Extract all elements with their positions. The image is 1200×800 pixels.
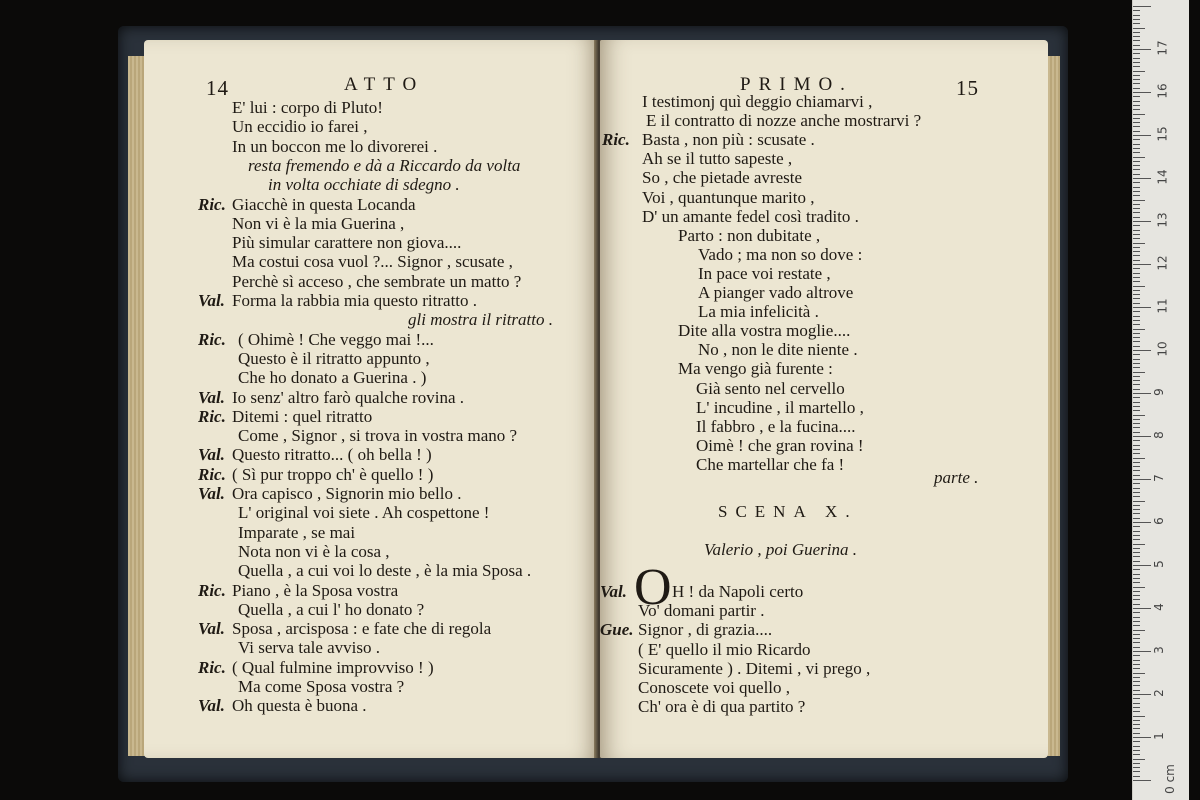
ruler-tick [1133,6,1151,7]
ruler-tick [1133,376,1140,377]
ruler-tick [1133,260,1140,261]
ruler-tick [1133,135,1151,136]
ruler-tick [1133,535,1140,536]
ruler-tick [1133,329,1145,330]
ruler-tick [1133,268,1140,269]
ruler-tick [1133,741,1140,742]
speaker-label: Val. [198,445,225,465]
ruler-tick [1133,595,1140,596]
speaker-label: Gue. [600,620,634,640]
speaker-label: Ric. [198,194,226,214]
text-line: Vado ; ma non so dove : [698,244,863,264]
ruler-tick [1133,208,1140,209]
ruler-tick [1133,432,1140,433]
speaker-label: Ric. [198,406,226,426]
text-line: Nota non vi è la cosa , [238,541,390,561]
speaker-label: Val. [198,387,225,407]
speaker-label: Ric. [198,580,226,600]
ruler-label: 1 [1151,732,1166,740]
ruler-tick [1133,182,1140,183]
scene-heading: SCENA X. [718,502,858,521]
ruler-tick [1133,483,1140,484]
ruler-tick [1133,552,1140,553]
text-line: A pianger vado altrove [698,283,854,302]
ruler-tick [1133,427,1140,428]
ruler-tick [1133,771,1140,772]
speaker-label: Ric. [602,130,630,150]
ruler-tick [1133,625,1140,626]
ruler-tick [1133,694,1151,695]
left-page [144,40,598,758]
scene-cast: Valerio , poi Guerina . [704,540,857,559]
text-line: Già sento nel cervello [696,378,845,398]
ruler-tick [1133,114,1145,115]
ruler-tick [1133,449,1140,450]
ruler-tick [1133,230,1140,231]
text-line: Quella , a cui l' ho donato ? [238,599,425,619]
text-line: Imparate , se mai [238,522,356,542]
text-line: Quella , a cui voi lo deste , è la mia Sposa . [238,561,532,581]
text-line: Sicuramente ) . Ditemi , vi prego , [638,658,871,678]
ruler-tick [1133,728,1140,729]
speaker-label: Ric. [198,329,226,349]
ruler-tick [1133,363,1140,364]
ruler-tick [1133,139,1140,140]
ruler-tick [1133,681,1140,682]
ruler-tick [1133,324,1140,325]
text-line: Perchè sì acceso , che sembrate un matto ? [232,271,522,291]
text-line: ( Sì pur troppo ch' è quello ! ) [232,464,434,484]
ruler-tick [1133,83,1140,84]
text-line: Ma costui cosa vuol ?... Signor , scusate , [232,252,513,272]
ruler-tick [1133,406,1140,407]
text-line: So , che pietade avreste [642,168,803,188]
ruler-tick [1133,311,1140,312]
ruler-tick [1133,384,1140,385]
ruler-tick [1133,548,1140,549]
ruler-tick [1133,397,1140,398]
ruler-tick [1133,243,1145,244]
ruler-label: 17 [1155,40,1170,56]
text-line: Ma vengo già furente : [678,359,833,379]
ruler-tick [1133,582,1140,583]
ruler-tick [1133,531,1140,532]
text-line: Giacchè in questa Locanda [232,194,416,214]
ruler-tick [1133,518,1140,519]
ruler-tick [1133,746,1140,747]
text-line: Vo' domani partir . [638,601,765,621]
ruler-tick [1133,587,1145,588]
ruler-tick [1133,565,1151,566]
ruler-tick [1133,367,1140,368]
text-line: Ditemi : quel ritratto [232,406,373,426]
ruler-tick [1133,733,1140,734]
ruler-tick [1133,544,1145,545]
ruler-tick [1133,419,1140,420]
ruler-tick [1133,501,1145,502]
text-line: I testimonj quì deggio chiamarvi , [642,92,873,111]
ruler-tick [1133,88,1140,89]
ruler-tick [1133,479,1151,480]
ruler-tick [1133,690,1140,691]
ruler-tick [1133,221,1151,222]
ruler-tick [1133,204,1140,205]
ruler-tick [1133,630,1145,631]
ruler-tick [1133,359,1140,360]
ruler-tick [1133,698,1140,699]
ruler-tick [1133,767,1140,768]
ruler-tick [1133,488,1140,489]
ruler-tick [1133,462,1140,463]
ruler-tick [1133,169,1140,170]
ruler-tick [1133,28,1145,29]
ruler-tick [1133,40,1140,41]
text-line: Parto : non dubitate , [678,225,821,245]
ruler-tick [1133,303,1140,304]
speaker-label: Ric. [198,464,226,484]
ruler-tick [1133,294,1140,295]
ruler-tick [1133,217,1140,218]
text-line: L' original voi siete . Ah cospettone ! [238,503,490,523]
text-line: ( E' quello il mio Ricardo [638,639,811,659]
ruler-label: 12 [1155,255,1170,271]
ruler-tick [1133,513,1140,514]
drop-cap: O [634,559,672,616]
ruler-label: 5 [1151,560,1166,568]
text-line: Basta , non più : scusate . [642,130,815,150]
text-line: Ch' ora è di qua partito ? [638,697,806,717]
text-line: gli mostra il ritratto . [408,310,553,330]
ruler-tick [1133,505,1140,506]
ruler-tick [1133,195,1140,196]
ruler-tick [1133,569,1140,570]
ruler-tick [1133,144,1140,145]
ruler-tick [1133,23,1140,24]
text-line: Io senz' altro farò qualche rovina . [232,387,464,407]
ruler-tick [1133,604,1140,605]
ruler-tick [1133,200,1145,201]
ruler-tick [1133,402,1140,403]
ruler-tick [1133,234,1140,235]
text-line: in volta occhiate di sdegno . [268,175,460,195]
text-line: No , non le dite niente . [698,340,858,360]
ruler-tick [1133,298,1140,299]
ruler-label: 6 [1151,517,1166,525]
text-line: Dite alla vostra moglie.... [678,321,851,341]
ruler-tick [1133,410,1140,411]
ruler-tick [1133,776,1140,777]
ruler-tick [1133,526,1140,527]
ruler-tick [1133,677,1140,678]
text-line: Sposa , arcisposa : e fate che di regola [232,619,492,639]
ruler-tick [1133,724,1140,725]
left-running-head: ATTO [344,74,425,95]
ruler-tick [1133,105,1140,106]
ruler-label: 0 cm [1162,764,1177,794]
ruler-tick [1133,716,1145,717]
ruler-tick [1133,509,1140,510]
exit-stage-direction: parte . [934,468,979,487]
speaker-label: Val. [198,619,225,639]
text-line: Ma come Sposa vostra ? [238,677,405,696]
text-line: Voi , quantunque marito , [642,187,815,207]
text-line: Non vi è la mia Guerina , [232,213,405,233]
ruler-tick [1133,763,1140,764]
ruler-label: 14 [1155,169,1170,185]
ruler-tick [1133,556,1140,557]
text-line: Che ho donato a Guerina . ) [238,368,427,388]
ruler-tick [1133,759,1145,760]
ruler-tick [1133,109,1140,110]
ruler-tick [1133,62,1140,63]
ruler-tick [1133,651,1151,652]
ruler-tick [1133,53,1140,54]
ruler-tick [1133,561,1140,562]
ruler-tick [1133,673,1145,674]
ruler-tick [1133,685,1140,686]
ruler-tick [1133,58,1140,59]
text-line: Forma la rabbia mia questo ritratto . [232,291,478,310]
ruler-tick [1133,642,1140,643]
ruler-tick [1133,707,1140,708]
ruler-label: 2 [1151,689,1166,697]
ruler-tick [1133,19,1140,20]
ruler-tick [1133,608,1151,609]
ruler-label: 9 [1151,388,1166,396]
text-line: Vi serva tale avviso . [238,638,381,658]
ruler-tick [1133,393,1151,394]
text-line: ( Ohimè ! Che veggo mai !... [238,329,434,349]
ruler-tick [1133,66,1140,67]
ruler-tick [1133,599,1140,600]
ruler-tick [1133,96,1140,97]
ruler-tick [1133,281,1140,282]
ruler-tick [1133,45,1140,46]
speaker-label: Ric. [198,657,226,677]
text-line: Signor , di grazia.... [638,620,773,640]
left-page-number: 14 [206,76,229,100]
ruler-tick [1133,225,1140,226]
text-line: E' lui : corpo di Pluto! [232,98,383,117]
ruler-tick [1133,574,1140,575]
ruler-tick [1133,101,1140,102]
ruler-tick [1133,638,1140,639]
text-line: ( Qual fulmine improvviso ! ) [232,657,434,677]
ruler-label: 11 [1155,298,1170,314]
ruler-tick [1133,720,1140,721]
ruler-tick [1133,350,1151,351]
text-line: Che martellar che fa ! [696,454,845,474]
ruler-tick [1133,458,1145,459]
ruler-tick [1133,703,1140,704]
text-line: Ora capisco , Signorin mio bello . [232,484,462,503]
ruler-tick [1133,333,1140,334]
ruler-tick [1133,238,1140,239]
ruler-tick [1133,247,1140,248]
ruler-tick [1133,737,1151,738]
text-line: E il contratto di nozze anche mostrarvi ? [646,111,922,131]
ruler-tick [1133,320,1140,321]
ruler-tick [1133,660,1140,661]
ruler-tick [1133,126,1140,127]
ruler-tick [1133,337,1140,338]
text-line: Più simular carattere non giova.... [232,233,462,253]
ruler-tick [1133,341,1140,342]
ruler-tick [1133,15,1140,16]
ruler-tick [1133,617,1140,618]
text-line: Questo ritratto... ( oh bella ! ) [232,445,432,465]
ruler-label: 4 [1151,603,1166,611]
ruler-tick [1133,445,1140,446]
ruler-tick [1133,664,1140,665]
ruler-tick [1133,255,1140,256]
text-line: Piano , è la Sposa vostra [232,580,399,600]
ruler-tick [1133,754,1140,755]
ruler-tick [1133,634,1140,635]
text-line: Questo è il ritratto appunto , [238,348,430,368]
ruler-tick [1133,496,1140,497]
text-line: Oh questa è buona . [232,696,367,716]
ruler-tick [1133,492,1140,493]
ruler-tick [1133,780,1151,781]
ruler-tick [1133,32,1140,33]
ruler-tick [1133,522,1151,523]
ruler-tick [1133,668,1140,669]
ruler-label: 10 [1155,341,1170,357]
ruler-label: 8 [1151,431,1166,439]
ruler-tick [1133,191,1140,192]
ruler-tick [1133,612,1140,613]
ruler-tick [1133,578,1140,579]
ruler-tick [1133,440,1140,441]
speaker-label: Val. [198,696,225,716]
ruler-tick [1133,118,1140,119]
text-line: resta fremendo e dà a Riccardo da volta [248,155,521,175]
text-line: Un eccidio io farei , [232,117,368,137]
text-line: La mia infelicità . [698,302,819,322]
ruler-tick [1133,273,1140,274]
ruler-tick [1133,415,1145,416]
ruler-tick [1133,711,1140,712]
ruler-label: 15 [1155,126,1170,142]
ruler-tick [1133,354,1140,355]
ruler-tick [1133,423,1140,424]
text-line: Il fabbro , e la fucina.... [696,416,856,436]
ruler-label: 7 [1151,474,1166,482]
ruler-tick [1133,286,1145,287]
ruler-tick [1133,750,1140,751]
ruler-tick [1133,131,1140,132]
ruler-tick [1133,621,1140,622]
ruler-tick [1133,264,1151,265]
ruler-tick [1133,591,1140,592]
ruler-tick [1133,307,1151,308]
ruler-tick [1133,389,1140,390]
right-page [600,40,1048,758]
ruler-tick [1133,475,1140,476]
right-page-number: 15 [956,76,979,100]
ruler-tick [1133,152,1140,153]
speaker-label: Val. [198,291,225,310]
ruler-tick [1133,539,1140,540]
ruler-tick [1133,470,1140,471]
ruler-tick [1133,187,1140,188]
ruler-label: 13 [1155,212,1170,228]
ruler-tick [1133,165,1140,166]
ruler-label: 3 [1151,646,1166,654]
ruler-tick [1133,161,1140,162]
text-line: Conoscete voi quello , [638,678,791,697]
ruler-tick [1133,71,1145,72]
text-line: In un boccon me lo divorerei . [232,136,438,156]
ruler-tick [1133,75,1140,76]
text-line: Ah se il tutto sapeste , [642,149,793,169]
ruler-tick [1133,92,1151,93]
ruler-tick [1133,49,1151,50]
ruler-tick [1133,372,1145,373]
text-line: H ! da Napoli certo [672,582,804,601]
ruler-tick [1133,346,1140,347]
ruler-tick [1133,655,1140,656]
text-line: In pace voi restate , [698,263,831,283]
ruler-tick [1133,251,1140,252]
ruler-tick [1133,36,1140,37]
ruler-tick [1133,316,1140,317]
text-line: Come , Signor , si trova in vostra mano ? [238,426,518,446]
ruler-tick [1133,178,1151,179]
text-line: L' incudine , il martello , [696,397,864,417]
ruler-tick [1133,212,1140,213]
ruler-tick [1133,148,1140,149]
right-running-head: PRIMO. [740,74,853,95]
ruler-label: 16 [1155,83,1170,99]
ruler-tick [1133,10,1140,11]
measurement-ruler [1132,0,1189,800]
ruler-tick [1133,647,1140,648]
ruler-tick [1133,453,1140,454]
ruler-tick [1133,466,1140,467]
speaker-label: Val. [600,582,627,601]
text-line: Oimè ! che gran rovina ! [696,435,864,455]
ruler-tick [1133,436,1151,437]
ruler-tick [1133,277,1140,278]
ruler-tick [1133,79,1140,80]
text-line: D' un amante fedel così tradito . [642,206,859,226]
ruler-tick [1133,157,1145,158]
ruler-tick [1133,174,1140,175]
speaker-label: Val. [198,484,225,503]
ruler-tick [1133,380,1140,381]
ruler-tick [1133,122,1140,123]
ruler-tick [1133,290,1140,291]
